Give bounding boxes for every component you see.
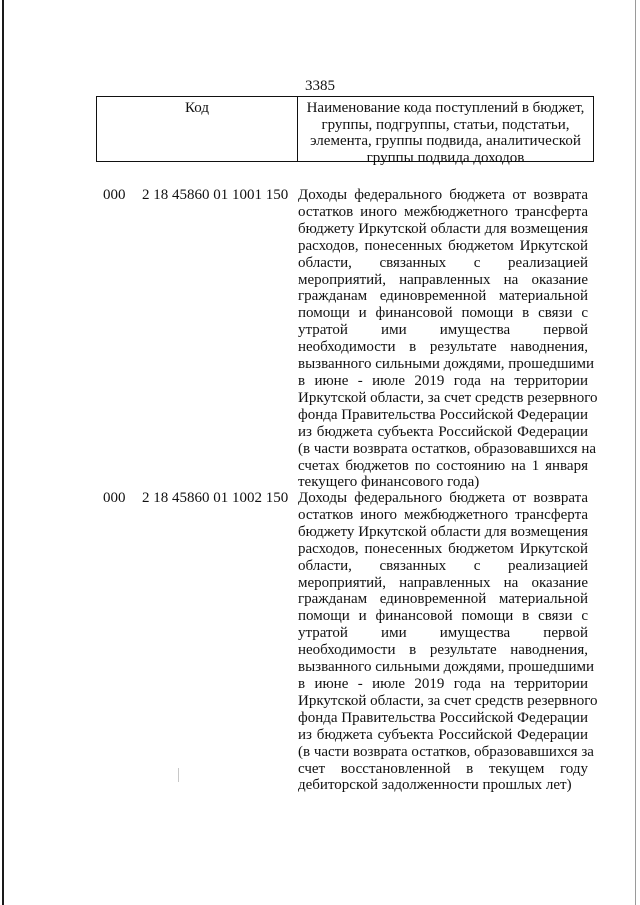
header-name-line: группы, подгруппы, статьи, подстатьи, [321,116,570,133]
description-line: мероприятий, направленных на оказание [298,574,588,591]
budget-classification-code: 2 18 45860 01 1002 150 [142,490,289,506]
description-line: утратой ими имущества первой [298,322,588,339]
scan-mark [178,768,179,782]
description-line: расходов, понесенных бюджетом Иркутской [298,540,588,557]
description-line: в июне - июле 2019 года на территории [298,372,588,389]
description-line: гражданам единовременной материальной [298,591,588,608]
description-line: расходов, понесенных бюджетом Иркутской [298,237,588,254]
description-line: дебиторской задолженности прошлых лет) [298,777,572,794]
income-description [298,490,598,794]
description-line: вызванного сильными дождями, прошедшими [298,659,595,676]
description-line: фонда Правительства Российской Федерации [298,709,588,726]
description-line: текущего финансового года) [298,474,480,491]
description-line: бюджету Иркутской области для возмещения [298,220,588,237]
description-line: из бюджета субъекта Российской Федерации [298,423,588,440]
admin-code: 000 [103,490,126,506]
description-line: из бюджета субъекта Российской Федерации [298,726,588,743]
header-name-cell [298,97,593,166]
description-line: фонда Правительства Российской Федерации [298,406,588,423]
description-line: остатков иного межбюджетного трансферта [298,506,588,523]
description-line: Иркутской области, за счет средств резервного [298,692,598,709]
table-header [96,96,594,166]
description-line: (в части возврата остатков, образовавшихся за [298,743,594,760]
description-line: счет восстановленной в текущем году [298,760,588,777]
income-description [298,187,598,491]
description-line: гражданам единовременной материальной [298,288,588,305]
scan-edge-right [635,0,636,905]
description-line: вызванного сильными дождями, прошедшими [298,356,595,373]
description-line: области, связанных с реализацией [298,254,588,271]
admin-code: 000 [103,187,126,203]
scan-edge-left [2,0,4,905]
description-line: в июне - июле 2019 года на территории [298,675,588,692]
description-line: помощи и финансовой помощи в связи с [298,305,588,322]
description-line: области, связанных с реализацией [298,557,588,574]
description-line: (в части возврата остатков, образовавшихся на [298,440,597,457]
description-line: Доходы федерального бюджета от возврата [298,187,588,203]
header-name-line: Наименование кода поступлений в бюджет, [306,100,585,116]
header-name-line: элемента, группы подвида, аналитической [310,133,581,149]
budget-classification-code: 2 18 45860 01 1001 150 [142,187,289,203]
description-line: необходимости в результате наводнения, [298,339,588,356]
description-line: Доходы федерального бюджета от возврата [298,490,588,506]
description-line: Иркутской области, за счет средств резервного [298,389,598,406]
description-line: остатков иного межбюджетного трансферта [298,203,588,220]
description-line: мероприятий, направленных на оказание [298,271,588,288]
header-code-cell: Код [97,97,298,161]
description-line: утратой ими имущества первой [298,625,588,642]
description-line: бюджету Иркутской области для возмещения [298,523,588,540]
description-line: необходимости в результате наводнения, [298,642,588,659]
description-line: помощи и финансовой помощи в связи с [298,608,588,625]
page-number: 3385 [305,78,335,94]
header-name-line: группы подвида доходов [366,149,525,166]
description-line: счетах бюджетов по состоянию на 1 января [298,457,588,474]
